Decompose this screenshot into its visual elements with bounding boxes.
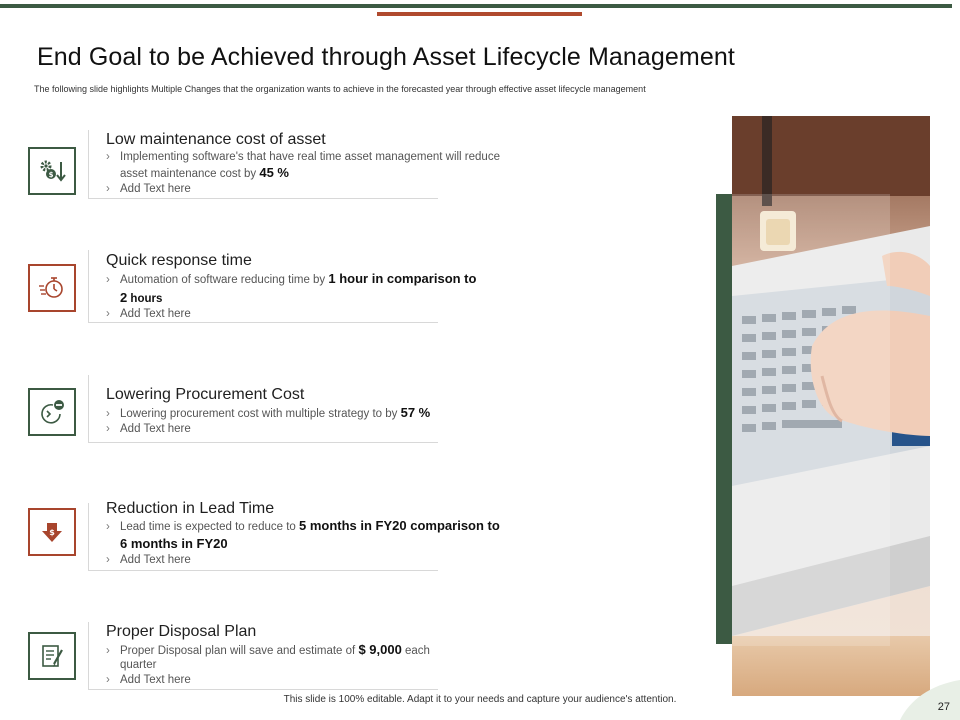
- bullet-text-cont: quarter: [120, 659, 157, 671]
- goal-bullet-1: › Implementing software's that have real time asset management will reduce asset maintenance cost by 45 %: [106, 151, 500, 180]
- laptop-photo: [716, 116, 930, 696]
- top-rule: [0, 4, 952, 8]
- goal-bullet-add-2: › Add Text here: [106, 308, 191, 320]
- gears-cost-down-icon: [28, 147, 76, 195]
- goal-bullet-3: › Lowering procurement cost with multiple strategy to by 57 %: [106, 405, 431, 420]
- bullet-text: Lowering procurement cost with multiple strategy to by: [120, 408, 401, 420]
- bullet-text: Automation of software reducing time by: [120, 274, 329, 286]
- bullet-text-cont: asset maintenance cost by: [120, 168, 260, 180]
- slide-subtitle: The following slide highlights Multiple Changes that the organization wants to achieve in the forecasted year through effective asset lifecycle management: [34, 84, 646, 94]
- bullet-highlight-cont: 6 months in FY20: [120, 536, 228, 551]
- cycle-minus-icon: [28, 388, 76, 436]
- bullet-highlight: 5 months in FY20 comparison to: [299, 518, 500, 533]
- goal-bullet-4: › Lead time is expected to reduce to 5 months in FY20 comparison to 6 months in FY20: [106, 518, 500, 551]
- footer-note: This slide is 100% editable. Adapt it to your needs and capture your audience's attention.: [283, 694, 677, 705]
- goal-title-5: Proper Disposal Plan: [106, 623, 257, 640]
- bullet-highlight: 1 hour in comparison to: [328, 271, 477, 286]
- goal-bullet-5: › Proper Disposal plan will save and estimate of $ 9,000 each quarter: [106, 642, 430, 671]
- bullet-text: Implementing software's that have real time asset management will reduce: [120, 151, 500, 163]
- document-pen-icon: [28, 632, 76, 680]
- goal-bullet-add-1: › Add Text here: [106, 183, 191, 195]
- goal-bullet-add-4: › Add Text here: [106, 554, 191, 566]
- bullet-text: Proper Disposal plan will save and estimate of: [120, 645, 359, 657]
- bullet-highlight-unit: hours: [127, 293, 163, 305]
- bullet-highlight-cont: 2: [120, 290, 128, 305]
- goal-bullet-2: › Automation of software reducing time by 1 hour in comparison to 2 hours: [106, 271, 477, 305]
- goal-title-1: Low maintenance cost of asset: [106, 131, 326, 148]
- goal-title-3: Lowering Procurement Cost: [106, 386, 305, 403]
- top-accent-bar: [377, 12, 582, 16]
- add-text-placeholder: Add Text here: [120, 423, 191, 435]
- laptop-image: [732, 116, 930, 696]
- dollar-down-arrow-icon: [28, 508, 76, 556]
- slide-title: End Goal to be Achieved through Asset Lifecycle Management: [37, 43, 735, 71]
- bullet-highlight: 57 %: [400, 405, 431, 420]
- bullet-text-tail: each: [401, 645, 430, 657]
- bullet-highlight: $ 9,000: [358, 642, 402, 657]
- page-number: 27: [937, 701, 950, 713]
- svg-text:$: $: [48, 171, 54, 179]
- goal-title-2: Quick response time: [106, 252, 252, 269]
- add-text-placeholder: Add Text here: [120, 308, 191, 320]
- corner-decoration: [900, 680, 960, 720]
- svg-text:$: $: [49, 528, 55, 537]
- bullet-highlight: 45 %: [259, 165, 289, 180]
- goal-bullet-add-3: › Add Text here: [106, 423, 191, 435]
- goal-title-4: Reduction in Lead Time: [106, 500, 275, 517]
- add-text-placeholder: Add Text here: [120, 183, 191, 195]
- goal-bullet-add-5: › Add Text here: [106, 674, 191, 686]
- add-text-placeholder: Add Text here: [120, 674, 191, 686]
- fast-stopwatch-icon: [28, 264, 76, 312]
- add-text-placeholder: Add Text here: [120, 554, 191, 566]
- bullet-text: Lead time is expected to reduce to: [120, 521, 299, 533]
